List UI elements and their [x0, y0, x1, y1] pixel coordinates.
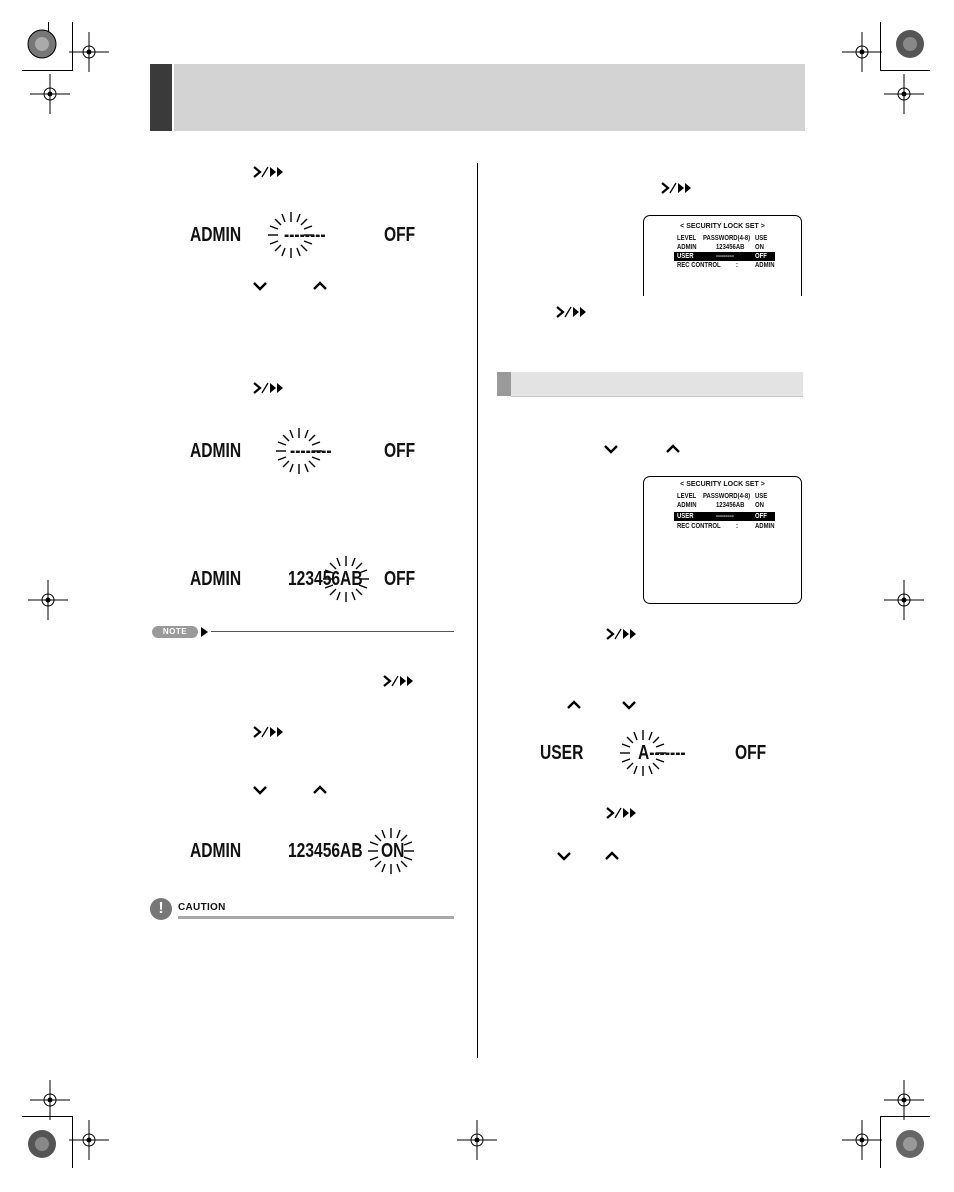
display-level: ADMIN — [190, 840, 242, 862]
registration-mark-icon — [457, 1120, 497, 1160]
display-password: 123456AB — [288, 840, 363, 862]
fast-forward-icon — [603, 628, 639, 640]
screen-cell: : — [736, 523, 738, 530]
screen-cell: ADMIN — [677, 502, 697, 509]
fast-forward-icon — [250, 726, 286, 738]
screen-cell: : — [736, 262, 738, 269]
display-level: ADMIN — [190, 224, 242, 246]
header-band — [174, 64, 805, 131]
registration-mark-icon — [22, 24, 62, 64]
registration-mark-icon — [842, 32, 882, 72]
down-arrow-icon — [604, 444, 618, 454]
screen-cell: USER — [677, 513, 694, 520]
fast-forward-icon — [380, 675, 416, 687]
registration-mark-icon — [28, 580, 68, 620]
screen-col-use: USE — [755, 235, 768, 242]
screen-cell: 123456AB — [716, 244, 745, 251]
screen-cell: --------- — [716, 513, 734, 520]
caution-label: CAUTION — [178, 902, 226, 913]
section-bar — [511, 372, 803, 397]
screen-cell: REC CONTROL — [677, 262, 721, 269]
screen-cell: ON — [755, 502, 764, 509]
registration-mark-icon — [22, 1124, 62, 1164]
display-use: OFF — [384, 440, 416, 462]
down-arrow-icon — [253, 785, 267, 795]
display-password: -------- — [290, 440, 332, 462]
down-arrow-icon — [253, 281, 267, 291]
screen-col-level: LEVEL — [677, 493, 697, 500]
display-level: USER — [540, 742, 584, 764]
column-divider — [477, 163, 478, 1058]
up-arrow-icon — [666, 444, 680, 454]
fast-forward-icon — [250, 166, 286, 178]
up-arrow-icon — [313, 281, 327, 291]
screen-cell: ADMIN — [755, 262, 775, 269]
registration-mark-icon — [890, 24, 930, 64]
fast-forward-icon — [553, 306, 589, 318]
section-bar-tab — [497, 372, 511, 396]
screen-col-level: LEVEL — [677, 235, 697, 242]
down-arrow-icon — [622, 700, 636, 710]
screen-row-selected — [674, 512, 775, 521]
security-lock-screen — [643, 215, 802, 296]
screen-title: < SECURITY LOCK SET > — [680, 481, 765, 488]
note-rule — [211, 631, 454, 632]
caution-rule — [178, 916, 454, 919]
registration-mark-icon — [842, 1120, 882, 1160]
registration-mark-icon — [884, 580, 924, 620]
display-level: ADMIN — [190, 440, 242, 462]
registration-mark-icon — [69, 1120, 109, 1160]
fast-forward-icon — [658, 182, 694, 194]
triangle-right-icon — [201, 627, 209, 637]
registration-mark-icon — [884, 1080, 924, 1120]
screen-col-use: USE — [755, 493, 768, 500]
display-use: OFF — [384, 224, 416, 246]
screen-col-password: PASSWORD(4-8) — [703, 235, 751, 242]
screen-cell: --------- — [716, 253, 734, 260]
display-password: 123456AB — [288, 568, 363, 590]
caution-icon: ! — [150, 898, 172, 920]
note-badge: NOTE — [152, 626, 198, 638]
screen-col-password: PASSWORD(4-8) — [703, 493, 751, 500]
registration-mark-icon — [30, 74, 70, 114]
registration-mark-icon — [30, 1080, 70, 1120]
screen-cell: 123456AB — [716, 502, 745, 509]
screen-cell: ON — [755, 244, 764, 251]
fast-forward-icon — [603, 807, 639, 819]
registration-mark-icon — [890, 1124, 930, 1164]
display-password: A------- — [638, 742, 686, 764]
display-level: ADMIN — [190, 568, 242, 590]
registration-mark-icon — [69, 32, 109, 72]
display-password: -------- — [284, 224, 326, 246]
screen-cell: OFF — [755, 253, 767, 260]
registration-mark-icon — [884, 74, 924, 114]
security-lock-screen — [643, 476, 802, 604]
screen-row-selected — [674, 252, 775, 261]
fast-forward-icon — [250, 382, 286, 394]
display-use: ON — [381, 840, 405, 862]
header-tab — [150, 64, 172, 131]
screen-cell: ADMIN — [677, 244, 697, 251]
up-arrow-icon — [567, 700, 581, 710]
screen-cell: USER — [677, 253, 694, 260]
down-arrow-icon — [557, 851, 571, 861]
screen-cell: OFF — [755, 513, 767, 520]
screen-cell: ADMIN — [755, 523, 775, 530]
up-arrow-icon — [605, 851, 619, 861]
screen-title: < SECURITY LOCK SET > — [680, 223, 765, 230]
display-use: OFF — [735, 742, 767, 764]
display-use: OFF — [384, 568, 416, 590]
screen-cell: REC CONTROL — [677, 523, 721, 530]
up-arrow-icon — [313, 785, 327, 795]
